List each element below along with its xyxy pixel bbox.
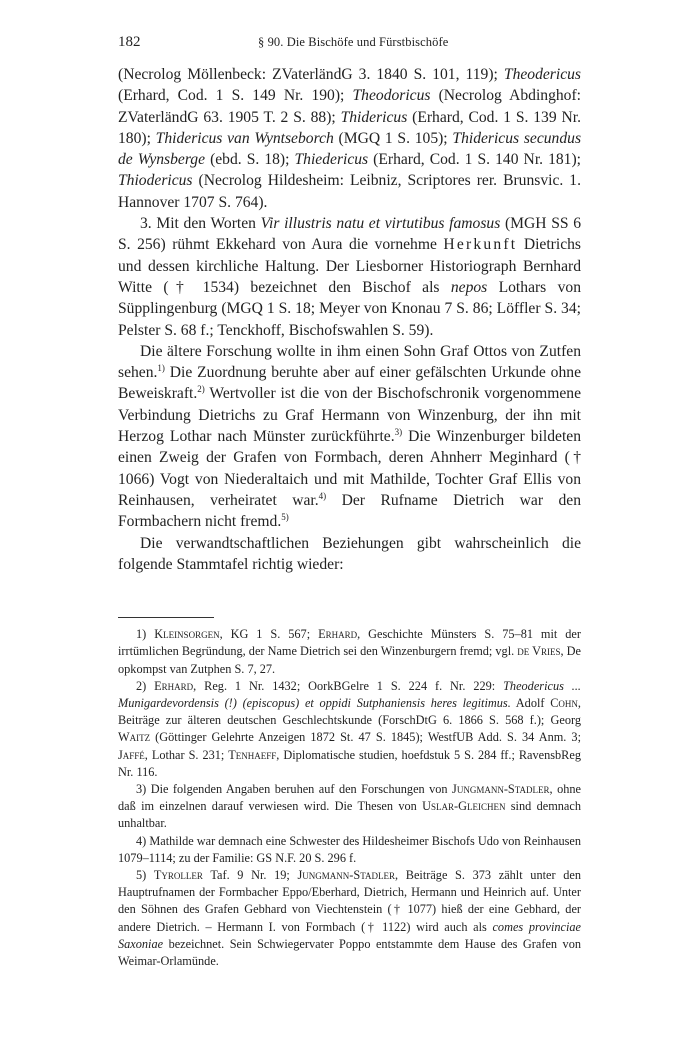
text: (Necrolog Abdinghof: ZVaterländG 63. 1905 T. 2 S. 88); — [118, 87, 581, 126]
footnote-3 — [118, 781, 581, 833]
footnote-number: 4) — [136, 833, 150, 848]
text: (Necrolog Möllenbeck: ZVaterländG 3. 1840 S. 101, 119); — [118, 66, 504, 83]
text: , ohne daß im einzelnen darauf verwiesen wird. Die Thesen von — [118, 781, 581, 814]
footnote-number: 1) — [136, 627, 155, 642]
text: , Beiträge S. 373 zählt unter den Hauptrufnamen der Formbacher Eppo/Eberhard, Dietrich, Hermann und Heinrich auf. Unter den Söhnen des Grafen Gebhard von Viechtenstein († 1077) hieß der eine Gebhard, der andere Dietrich. – Hermann I. von Formbach († 1122) wird auch als — [118, 867, 581, 934]
author: Uslar-Gleichen — [422, 799, 506, 814]
footnote-ref-5[interactable]: 5) — [281, 512, 289, 523]
author: Jungmann-Stadler — [297, 867, 396, 882]
paragraph-1 — [118, 64, 581, 213]
text: (ebd. S. 18); — [205, 151, 295, 169]
name-variant: Thidericus van Wyntseborch — [155, 129, 334, 147]
author: Tenhaeff — [228, 747, 277, 762]
footnote-number: 5) — [136, 867, 154, 882]
text: , De opkompst van Zutphen S. 7, 27. — [118, 644, 581, 676]
quotation: Vir illustris natu et virtutibus famosus — [260, 215, 501, 233]
text: 3. Mit den Worten — [140, 215, 261, 233]
latin-term: nepos — [450, 278, 488, 296]
paragraph-2 — [118, 213, 581, 341]
footnotes — [118, 626, 581, 970]
footnote-ref-1[interactable]: 1) — [157, 362, 165, 373]
author: Cohn — [550, 695, 578, 710]
text: Die folgenden Angaben beruhen auf den Forschungen von — [150, 781, 453, 796]
text: (MGH SS 6 S. 256) rühmt Ekkehard von Aura die vornehme — [118, 215, 582, 254]
author: Erhard — [154, 678, 194, 693]
author: Jungmann-Stadler — [452, 781, 550, 796]
text: (Erhard, Cod. 1 S. 140 Nr. 181); — [368, 151, 581, 169]
name-variant: Thiedericus — [294, 151, 369, 169]
footnote-5 — [118, 867, 581, 970]
text: (Göttinger Gelehrte Anzeigen 1872 St. 47 S. 1845); WestfUB Add. S. 34 Anm. 3; — [150, 730, 581, 745]
footnote-number: 2) — [136, 678, 155, 693]
text: Dietrichs und dessen kirchliche Haltung. Der Liesborner Historiograph Bernhard Witte († 1534) bezeichnet den Bischof als — [118, 236, 581, 296]
paragraph-3 — [118, 341, 581, 533]
name-variant: Theodoricus — [352, 87, 431, 105]
text: (MGQ 1 S. 105); — [333, 129, 453, 147]
footnote-4 — [118, 833, 581, 867]
text: Die Zuordnung beruhte aber auf einer gefälschten Urkunde ohne Beweiskraft. — [118, 364, 581, 403]
text: Taf. 9 Nr. 19; — [202, 867, 298, 882]
name-variant: Thidericus secundus de Wynsberge — [118, 129, 582, 169]
footnote-1 — [118, 626, 581, 678]
text: , KG 1 S. 567; — [219, 627, 319, 642]
text: , Beiträge zur älteren deutschen Geschlechtskunde (ForschDtG 6. 1866 S. 568 f.); Georg — [118, 695, 581, 728]
footnote-separator — [118, 617, 214, 618]
text: Die Winzenburger bildeten einen Zweig der Grafen von Formbach, deren Ahnherr Meginhard († 1066) Vogt von Niederaltaich und mit Mathilde, Tochter Graf Ellis von Reinhausen, verheiratet war. — [118, 428, 581, 509]
text: Wertvoller ist die von der Bischofschronik vorgenommene Verbindung Dietrichs zu Graf Hermann von Winzenburg, der ihn mit Herzog Lothar nach Münster zurückführte. — [118, 385, 581, 446]
text: (Erhard, Cod. 1 S. 149 Nr. 190); — [118, 87, 353, 105]
text: bezeichnet. Sein Schwiegervater Poppo entstammte dem Hause des Grafen von Weimar-Orlamünde. — [118, 936, 581, 968]
page-number: 182 — [118, 34, 141, 50]
spaced-keyword: Herkunft — [443, 236, 518, 254]
footnote-number: 3) — [136, 781, 151, 796]
latin-term: comes provinciae Saxoniae — [118, 919, 581, 951]
text: Mathilde war demnach eine Schwester des Hildesheimer Bischofs Udo von Reinhausen 1079–1114; zu der Familie: GS N.F. 20 S. 296 f. — [118, 833, 581, 865]
name-variant: Theodericus — [503, 66, 581, 83]
author: Jaffé — [118, 747, 145, 762]
running-title: § 90. Die Bischöfe und Fürstbischöfe — [258, 35, 449, 49]
main-text — [118, 64, 581, 575]
text: (Erhard, Cod. 1 S. 139 Nr. 180); — [118, 108, 581, 147]
text: , Lothar S. 231; — [144, 747, 229, 762]
paragraph-4: Die verwandtschaftlichen Beziehungen gibt wahrscheinlich die folgende Stammtafel richtig wieder: — [118, 534, 581, 573]
page-header — [118, 34, 581, 64]
text: sind demnach unhaltbar. — [118, 799, 581, 831]
text: Der Rufname Dietrich war den Formbachern nicht fremd. — [118, 491, 581, 531]
footnote-ref-3[interactable]: 3) — [394, 426, 403, 437]
author: Erhard — [318, 627, 358, 642]
text: , Diplomatische studien, hoefdstuk 5 S. 284 ff.; RavensbReg Nr. 116. — [118, 747, 581, 779]
footnote-ref-4[interactable]: 4) — [318, 490, 327, 501]
footnote-ref-2[interactable]: 2) — [197, 384, 205, 395]
quotation: Theodericus ... Munigardevordensis (!) (episcopus) et oppidi Sutphaniensis heres legitimus. — [118, 678, 581, 710]
text: , Reg. 1 Nr. 1432; OorkBGelre 1 S. 224 f. Nr. 229: — [193, 678, 504, 693]
author: de Vries — [517, 644, 561, 659]
text: (Necrolog Hildesheim: Leibniz, Scriptores rer. Brunsvic. 1. Hannover 1707 S. 764). — [118, 172, 581, 211]
author: Waitz — [118, 730, 151, 745]
text: Adolf — [510, 695, 551, 710]
author: Kleinsorgen — [154, 627, 220, 642]
text: Lothars von Süpplingenburg (MGQ 1 S. 18; Meyer von Knonau 7 S. 86; Löffler S. 34; Pelster S. 68 f.; Tenckhoff, Bischofswahlen S. 59). — [118, 278, 581, 339]
name-variant: Thiodericus — [118, 172, 193, 190]
text: Die ältere Forschung wollte in ihm einen Sohn Graf Ottos von Zutfen sehen. — [118, 342, 581, 382]
name-variant: Thidericus — [340, 108, 408, 126]
author: Tyroller — [153, 867, 203, 882]
page — [118, 34, 581, 970]
footnote-2 — [118, 678, 581, 781]
text: , Geschichte Münsters S. 75–81 mit der irrtümlichen Begründung, der Name Dietrich sei den Winzenburgern fremd; vgl. — [118, 627, 581, 659]
